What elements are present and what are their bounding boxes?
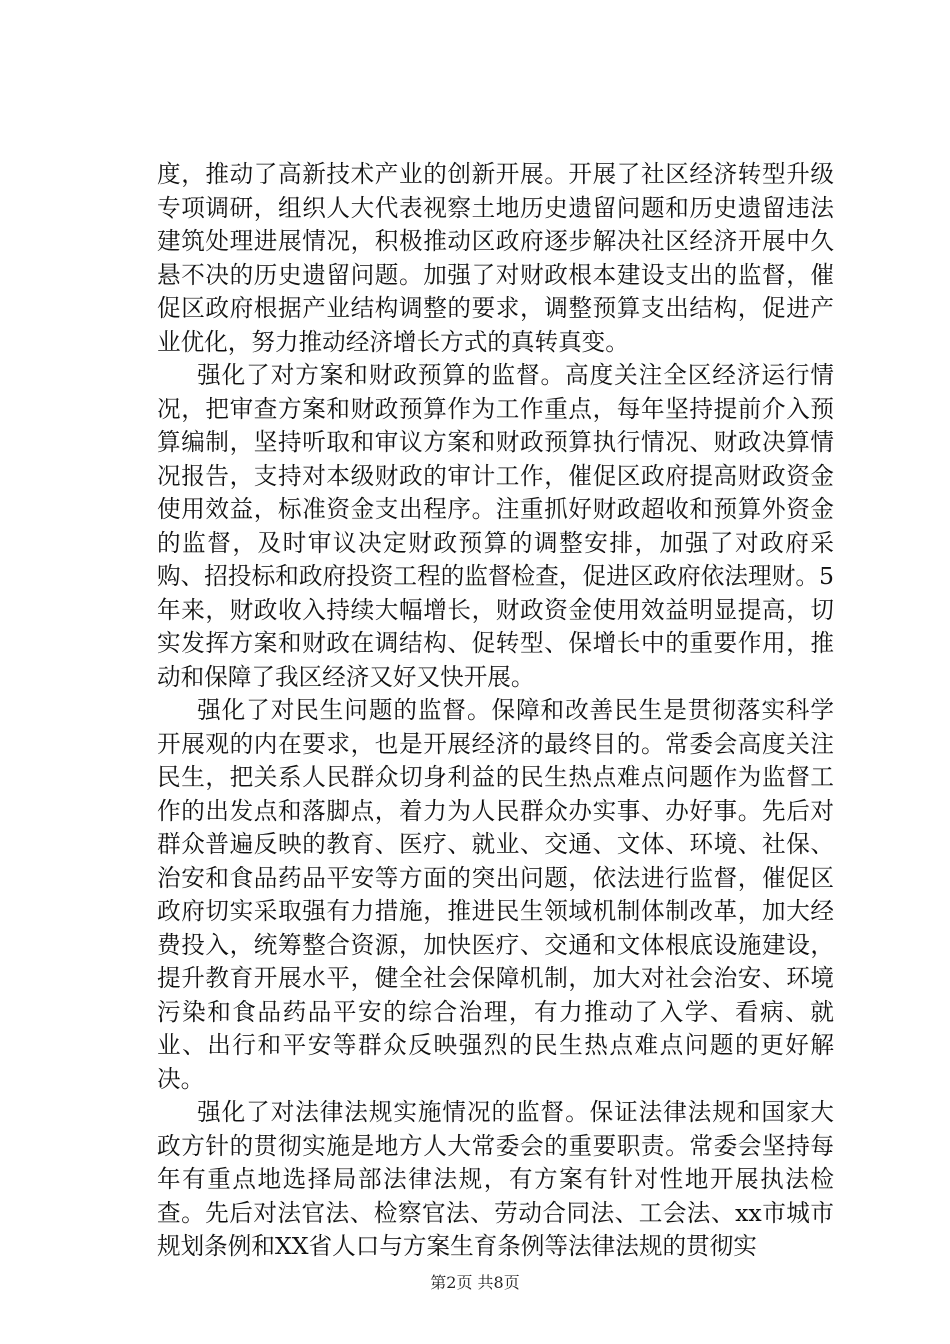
page-footer: 第2页 共8页: [430, 1273, 520, 1292]
paragraph: 强化了对方案和财政预算的监督。高度关注全区经济运行情况，把审查方案和财政预算作为工作重点，每年坚持提前介入预算编制，坚持听取和审议方案和财政预算执行情况、财政决算情况报告，支持对本级财政的审计工作，催促区政府提高财政资金使用效益，标准资金支出程序。注重抓好财政超收和预算外资金的监督，及时审议决定财政预算的调整安排，加强了对政府采购、招投标和政府投资工程的监督检查，促进区政府依法理财。5年来，财政收入持续大幅增长，财政资金使用效益明显提高，切实发挥方案和财政在调结构、促转型、保增长中的重要作用，推动和保障了我区经济又好又快开展。: [157, 361, 834, 691]
paragraph: 强化了对法律法规实施情况的监督。保证法律法规和国家大政方针的贯彻实施是地方人大常委会的重要职责。常委会坚持每年有重点地选择局部法律法规，有方案有针对性地开展执法检查。先后对法官法、检察官法、劳动合同法、工会法、xx市城市规划条例和XX省人口与方案生育条例等法律法规的贯彻实: [157, 1098, 834, 1260]
paragraph: 度，推动了高新技术产业的创新开展。开展了社区经济转型升级专项调研，组织人大代表视察土地历史遗留问题和历史遗留违法建筑处理进展情况，积极推动区政府逐步解决社区经济开展中久悬不决的历史遗留问题。加强了对财政根本建设支出的监督，催促区政府根据产业结构调整的要求，调整预算支出结构，促进产业优化，努力推动经济增长方式的真转真变。: [157, 160, 834, 356]
paragraph: 强化了对民生问题的监督。保障和改善民生是贯彻落实科学开展观的内在要求，也是开展经济的最终目的。常委会高度关注民生，把关系人民群众切身利益的民生热点难点问题作为监督工作的出发点和落脚点，着力为人民群众办实事、办好事。先后对群众普遍反映的教育、医疗、就业、交通、文体、环境、社保、治安和食品药品平安等方面的突出问题，依法进行监督，催促区政府切实采取强有力措施，推进民生领域机制体制改革，加大经费投入，统筹整合资源，加快医疗、交通和文体根底设施建设，提升教育开展水平，健全社会保障机制，加大对社会治安、环境污染和食品药品平安的综合治理，有力推动了入学、看病、就业、出行和平安等群众反映强烈的民生热点难点问题的更好解决。: [157, 696, 834, 1093]
document-body: [157, 158, 834, 1264]
